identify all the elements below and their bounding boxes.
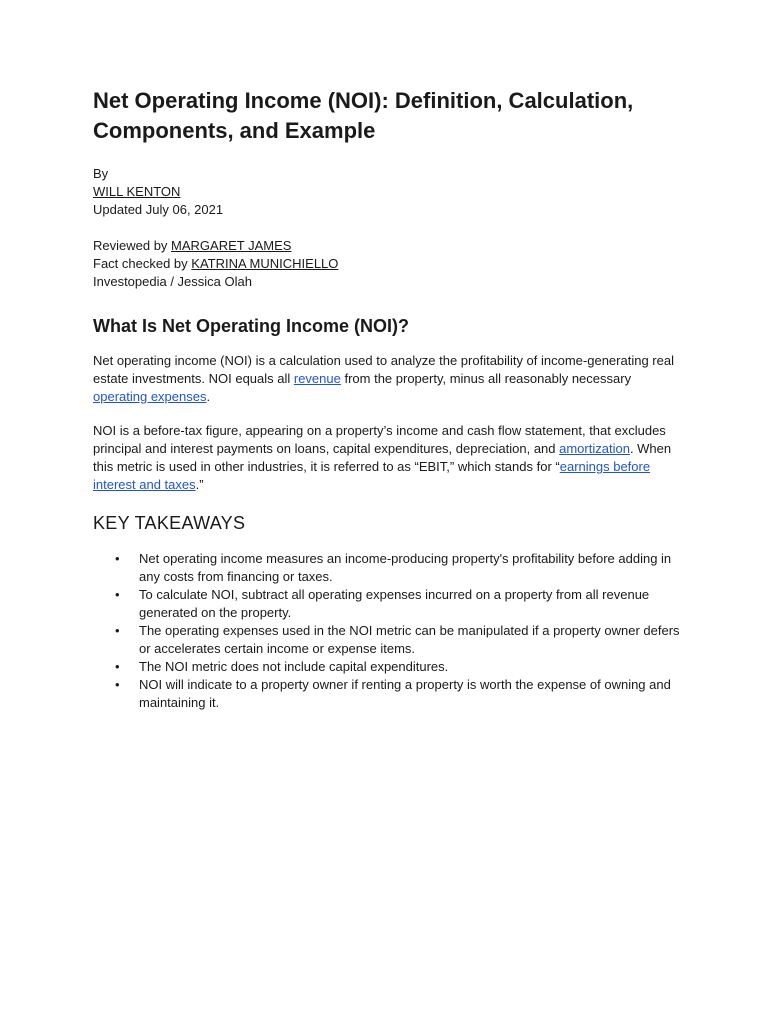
paragraph-text: Net operating income (NOI) is a calculation used to analyze the profitability of income-generating real estate investments. NOI equals all [93,353,674,386]
paragraph-text: . [206,389,211,404]
updated-date: Updated July 06, 2021 [93,202,224,217]
paragraph-text: . When this metric is used in other industries, it is referred to as “EBIT,” which stands for “ [93,441,672,474]
image-credit: Investopedia / Jessica Olah [93,274,252,289]
bullet-icon: • [115,623,120,638]
ebit-link[interactable]: earnings before interest and taxes [93,459,651,492]
list-item [115,622,688,658]
fact-checker-link[interactable]: KATRINA MUNICHIELLO [191,256,339,271]
paragraph-definition [93,352,688,406]
key-takeaways-heading: KEY TAKEAWAYS [93,513,246,533]
paragraph-text: from the property, minus all reasonably necessary [340,371,632,386]
bullet-icon: • [115,551,120,566]
review-info [93,237,688,291]
list-item-text: Net operating income measures an income-producing property's profitability before adding in any costs from financing or taxes. [139,551,672,584]
list-item [115,586,688,622]
list-item-text: NOI will indicate to a property owner if renting a property is worth the expense of owning and maintaining it. [139,677,671,710]
list-item [115,550,688,586]
amortization-link[interactable]: amortization [559,441,630,456]
reviewed-prefix: Reviewed by [93,238,172,253]
list-item [115,658,688,676]
paragraph-before-tax [93,422,688,494]
takeaways-list [93,550,688,712]
factcheck-prefix: Fact checked by [93,256,192,271]
bullet-icon: • [115,587,120,602]
list-item-text: The operating expenses used in the NOI metric can be manipulated if a property owner defers or accelerates certain income or expense items. [139,623,680,656]
bullet-icon: • [115,659,120,674]
page-title: Net Operating Income (NOI): Definition, Calculation, Components, and Example [93,88,634,143]
by-label: By [93,166,109,181]
paragraph-text: NOI is a before-tax figure, appearing on a property’s income and cash flow statement, that excludes principal and interest payments on loans, capital expenditures, depreciation, and [93,423,666,456]
section-heading: What Is Net Operating Income (NOI)? [93,316,410,336]
operating-expenses-link[interactable]: operating expenses [93,389,207,404]
revenue-link[interactable]: revenue [293,371,341,386]
bullet-icon: • [115,677,120,692]
reviewer-link[interactable]: MARGARET JAMES [171,238,292,253]
author-link[interactable]: WILL KENTON [93,184,181,199]
list-item-text: To calculate NOI, subtract all operating expenses incurred on a property from all revenue generated on the property. [139,587,650,620]
list-item [115,676,688,712]
list-item-text: The NOI metric does not include capital expenditures. [139,659,449,674]
byline [93,165,688,219]
paragraph-text: .” [195,477,204,492]
